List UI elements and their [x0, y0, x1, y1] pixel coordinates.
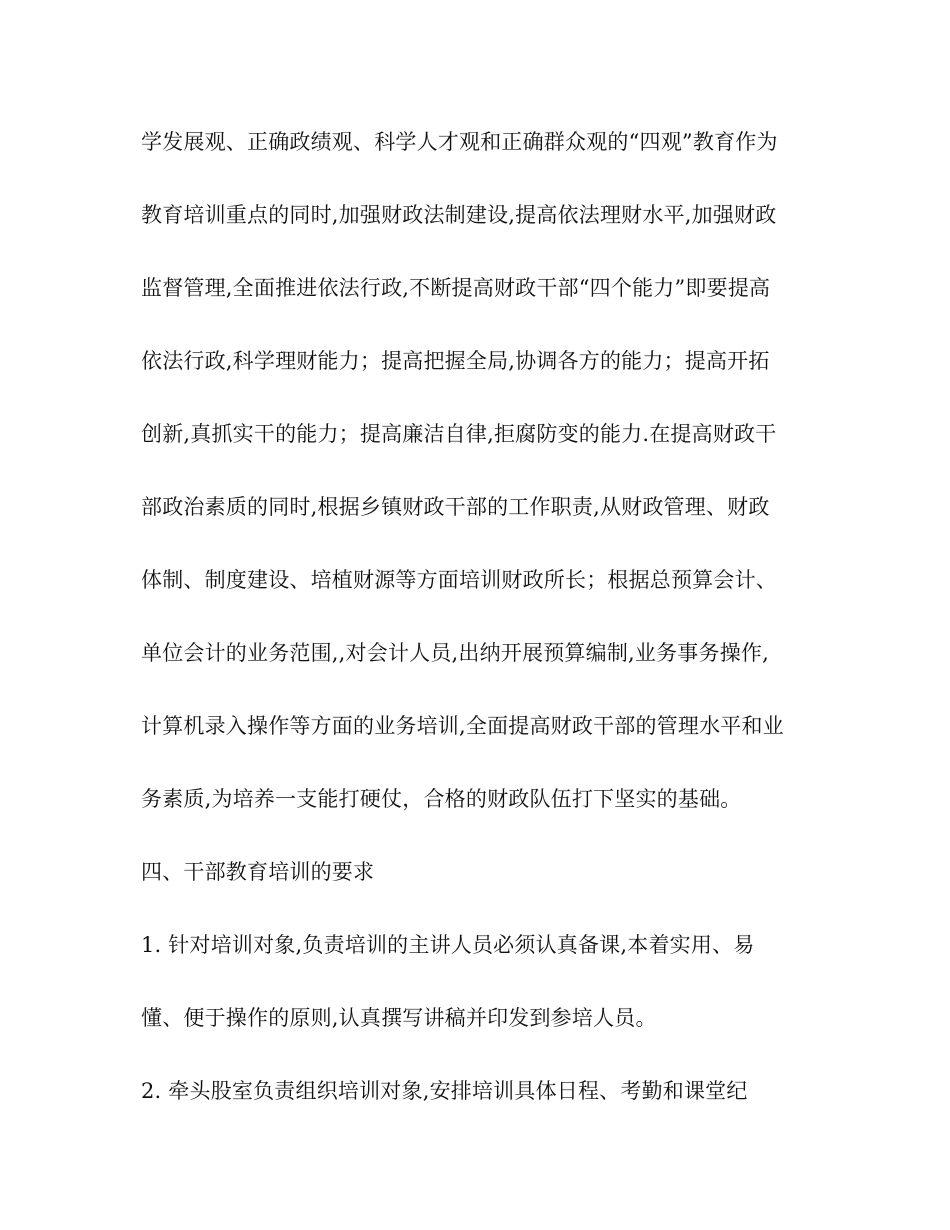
body-text-line: 依法行政,科学理财能力；提高把握全局,协调各方的能力；提高开拓 [141, 349, 770, 373]
body-text-line: 创新,真抓实干的能力；提高廉洁自律,拒腐防变的能力.在提高财政干 [141, 422, 777, 446]
list-item-text: 懂、便于操作的原则,认真撰写讲稿并印发到参培人员。 [141, 1006, 657, 1030]
section-heading: 四、干部教育培训的要求 [141, 860, 375, 884]
body-text-line: 务素质,为培养一支能打硬仗，合格的财政队伍打下坚实的基础。 [141, 787, 742, 811]
body-text-line: 学发展观、正确政绩观、科学人才观和正确群众观的“四观”教育作为 [141, 130, 778, 154]
body-text-line: 监督管理,全面推进依法行政,不断提高财政干部“四个能力”即要提高 [141, 276, 771, 300]
list-item-text: 1. 针对培训对象,负责培训的主讲人员必须认真备课,本着实用、易 [141, 933, 755, 957]
body-text-line: 教育培训重点的同时,加强财政法制建设,提高依法理财水平,加强财政 [141, 203, 777, 227]
body-text-line: 体制、制度建设、培植财源等方面培训财政所长；根据总预算会计、 [141, 568, 777, 592]
body-text-line: 部政治素质的同时,根据乡镇财政干部的工作职责,从财政管理、财政 [141, 495, 770, 519]
list-item-text: 2. 牵头股室负责组织培训对象,安排培训具体日程、考勤和课堂纪 [141, 1079, 748, 1103]
body-text-line: 计算机录入操作等方面的业务培训,全面提高财政干部的管理水平和业 [141, 714, 784, 738]
body-text-line: 单位会计的业务范围,,对会计人员,出纳开展预算编制,业务事务操作, [141, 641, 769, 665]
